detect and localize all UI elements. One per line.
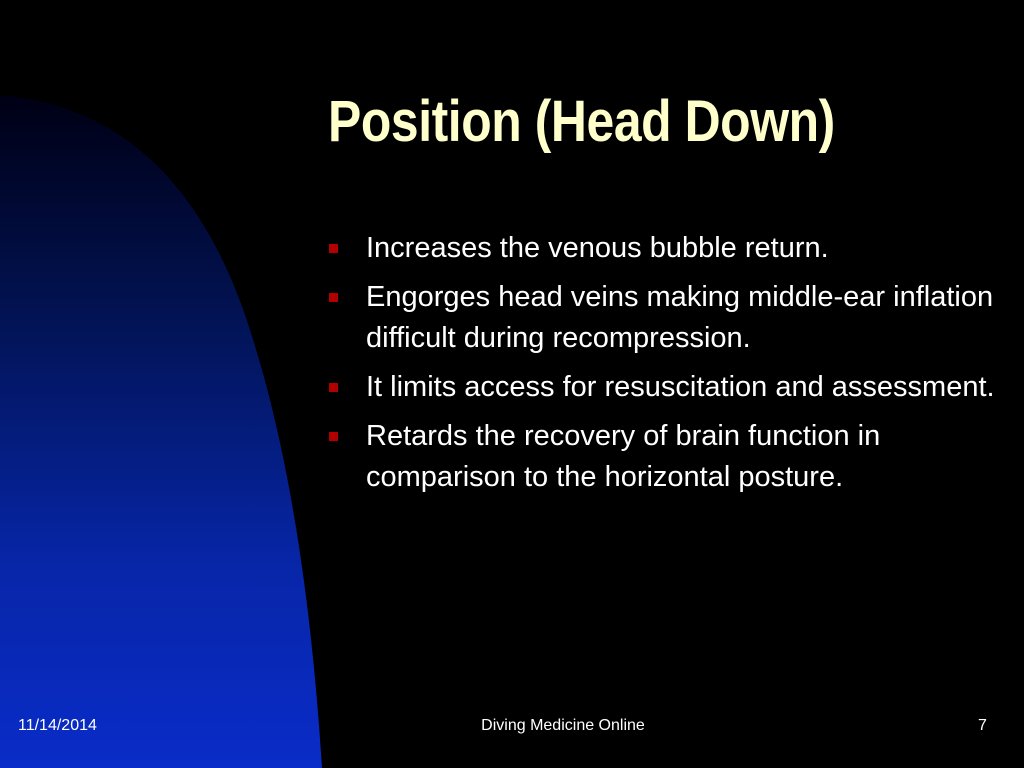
square-bullet-icon <box>329 293 338 302</box>
bullet-text: Increases the venous bubble return. <box>366 232 829 264</box>
bullet-item <box>324 228 1004 269</box>
bullet-list <box>324 228 1004 506</box>
bullet-text: Retards the recovery of brain function in comparison to the horizontal posture. <box>366 420 881 493</box>
footer-title: Diving Medicine Online <box>481 717 645 734</box>
bullet-item <box>324 367 1004 408</box>
square-bullet-icon <box>329 383 338 392</box>
slide-number: 7 <box>978 717 987 734</box>
square-bullet-icon <box>329 244 338 253</box>
bullet-item <box>324 416 1004 498</box>
bullet-item <box>324 277 1004 359</box>
bullet-text: Engorges head veins making middle-ear inflation difficult during recompression. <box>366 281 994 354</box>
footer-date: 11/14/2014 <box>18 717 97 734</box>
slide-title: Position (Head Down) <box>328 89 835 154</box>
bullet-text: It limits access for resuscitation and assessment. <box>366 371 995 403</box>
square-bullet-icon <box>329 432 338 441</box>
